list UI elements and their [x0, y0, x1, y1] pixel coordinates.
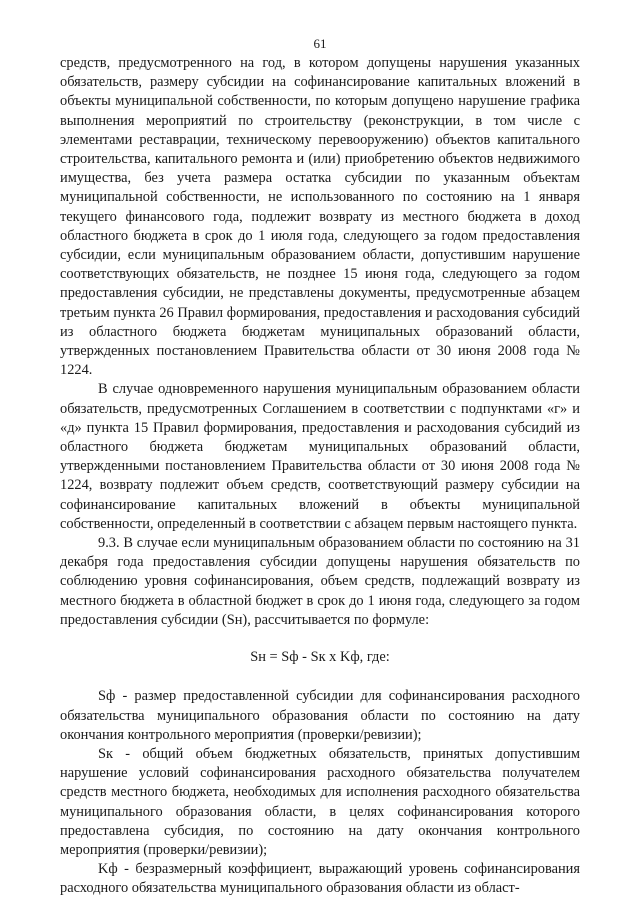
- paragraph-simultaneous-violation: В случае одновременного нарушения муниципальным образованием области обязательств, предусмотренных Соглашением в соответствии с подпунктами «г» и «д» пункта 15 Правил формирования, предоставления и расходования субсидий из областного бюджета бюджетам муниципальных образований области, утвержденными постановлением Правительства области от 30 июня 2008 года № 1224, возврату подлежит объем средств, соответствующий размеру субсидии на софинансирование капитальных вложений в объекты муниципальной собственности, определенный в соответствии с абзацем первым настоящего пункта.: [60, 381, 580, 532]
- paragraph-9-3: 9.3. В случае если муниципальным образованием области по состоянию на 31 декабря года предоставления субсидии допущены нарушения обязательств по соблюдению уровня софинансирования, объем средств, подлежащий возврату из местного бюджета в областной бюджет в срок до 1 июня года, следующего за годом предоставления субсидии (Sн), рассчитывается по формуле:: [60, 535, 580, 628]
- paragraph-kf-definition: Kф - безразмерный коэффициент, выражающий уровень софинансирования расходного обязательства муниципального образования области из област-: [60, 861, 580, 897]
- document-body: [60, 54, 580, 899]
- formula: Sн = Sф - Sк x Kф, где:: [250, 649, 390, 666]
- page-number: 61: [313, 36, 327, 51]
- paragraph-sk-definition: Sк - общий объем бюджетных обязательств, принятых допустившим нарушение условий софинансирования расходного обязательства получателем средств местного бюджета, необходимых для исполнения расходного обязательства муниципального образования области, в целях софинансирования которого предоставлена субсидия, по состоянию на дату окончания контрольного мероприятия (проверки/ревизии);: [60, 745, 580, 858]
- paragraph-sf-definition: Sф - размер предоставленной субсидии для софинансирования расходного обязательства муниципального образования области по состоянию на дату окончания контрольного мероприятия (проверки/ревизии);: [60, 688, 580, 743]
- paragraph-continuation: средств, предусмотренного на год, в котором допущены нарушения указанных обязательств, размеру субсидии на софинансирование капитальных вложений в объекты муниципальной собственности, по которым допущено нарушение графика выполнения мероприятий по строительству (реконструкции, в том числе с элементами реставрации, техническому перевооружению) объектов капитального строительства, капитального ремонта и (или) приобретению объектов недвижимого имущества, без учета размера остатка субсидии по указанным объектам муниципальной собственности, не использованного по состоянию на 1 января текущего финансового года, подлежит возврату из местного бюджета в доход областного бюджета в срок до 1 июля года, следующего за годом предоставления субсидии, если муниципальным образованием области, допустившим нарушение соответствующих обязательств, не позднее 15 июня года, следующего за годом предоставления субсидии, не представлены документы, предусмотренные абзацем третьим пункта 26 Правил формирования, предоставления и расходования субсидий из областного бюджета бюджетам муниципальных образований области, утвержденных постановлением Правительства области от 30 июня 2008 года № 1224.: [60, 55, 580, 379]
